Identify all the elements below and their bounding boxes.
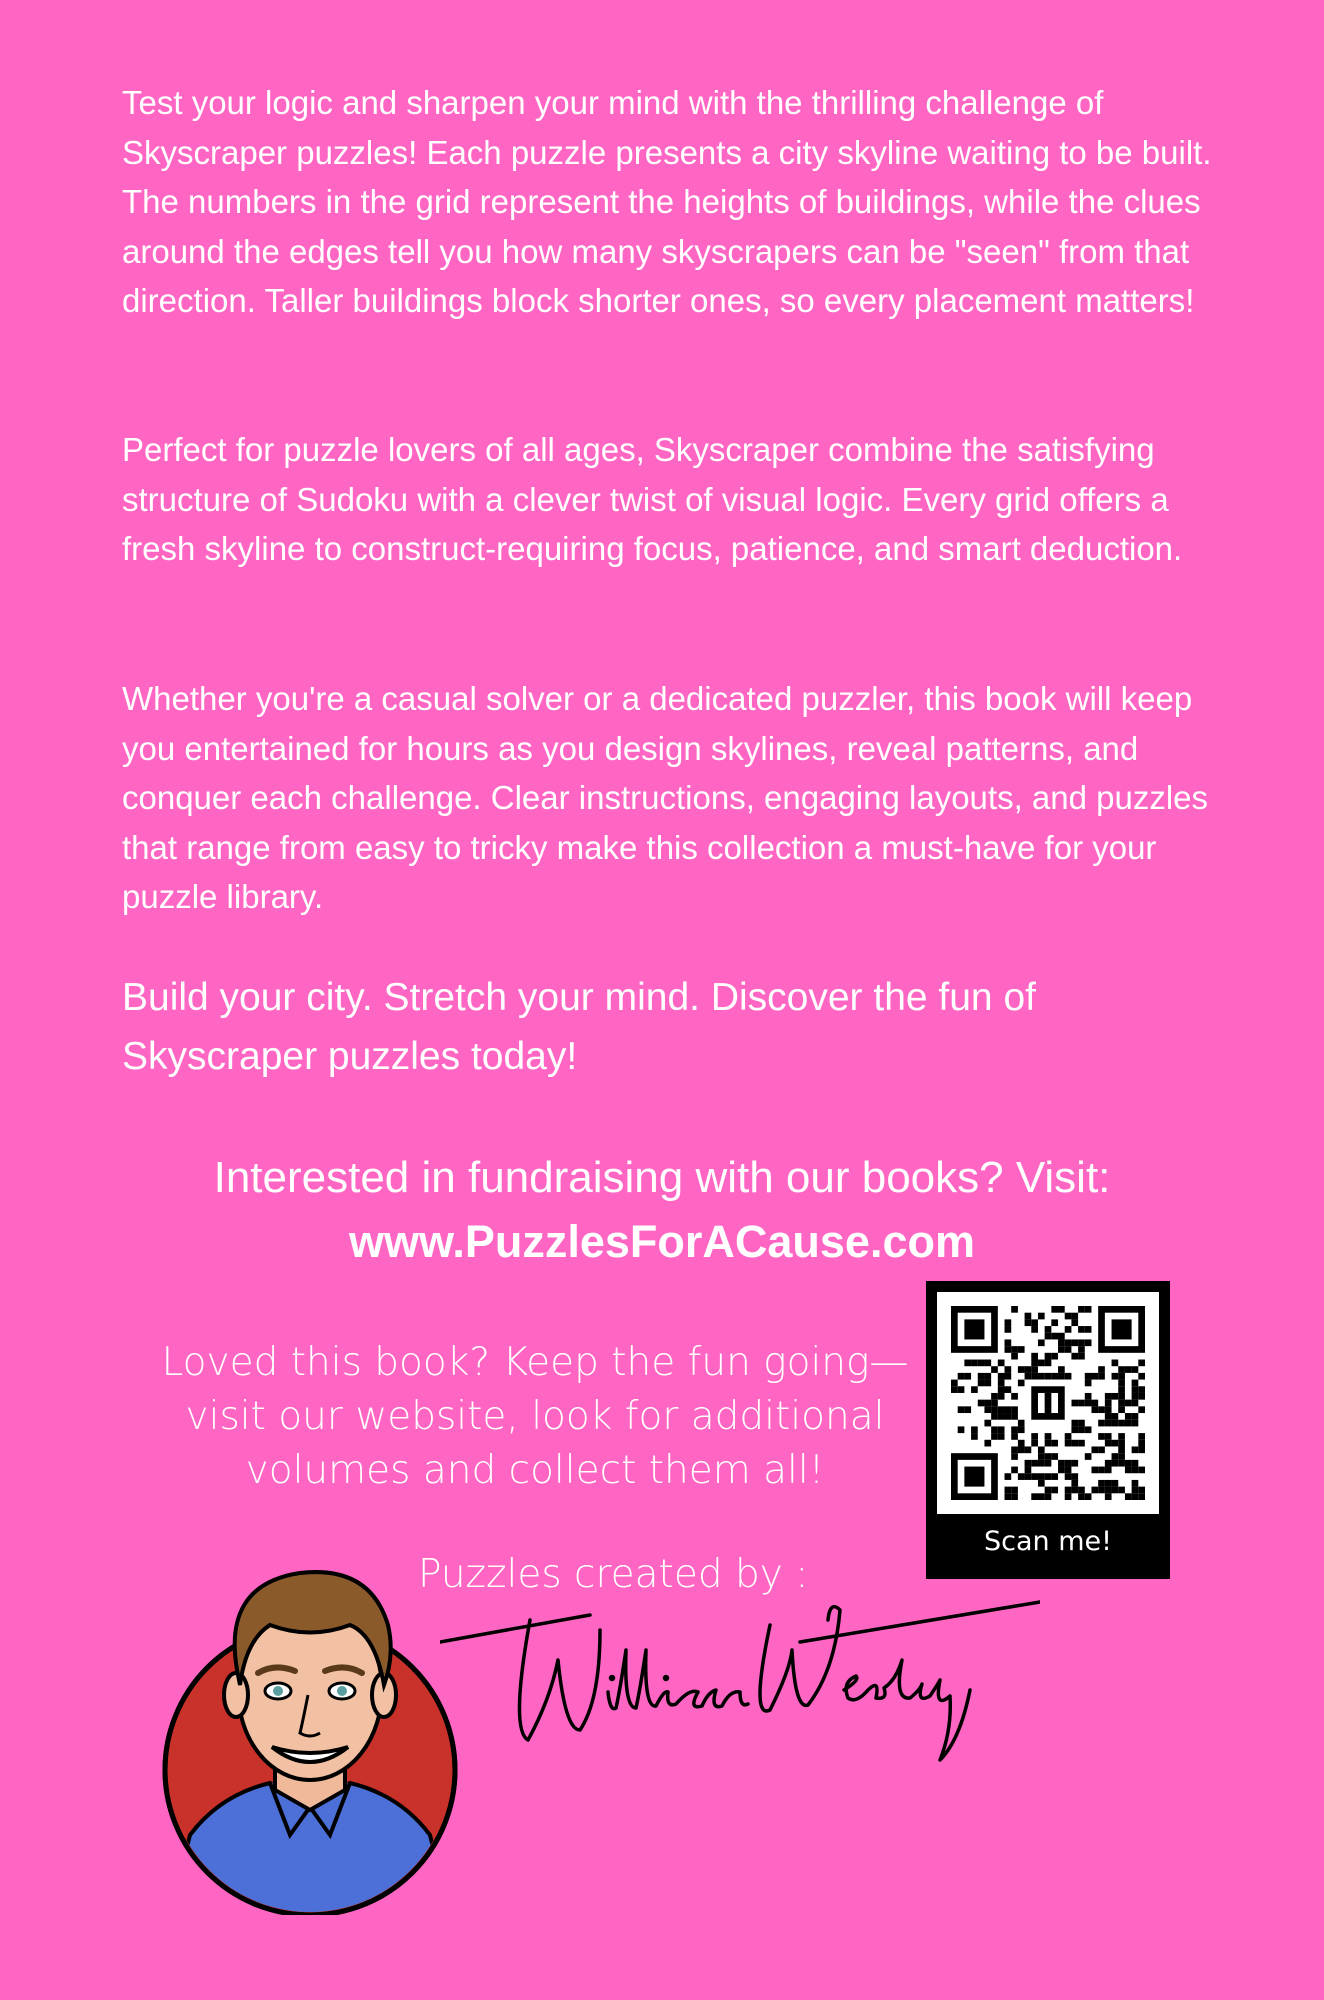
description-paragraph-2: Perfect for puzzle lovers of all ages, Skyscraper combine the satisfying structure of Sudoku with a clever twist of visual logic. Every grid offers a fresh skyline to construct-requiring focus, patience, and smart deduction.: [122, 431, 1183, 567]
promo-text: Loved this book? Keep the fun going—visit our website, look for additional volumes and collect them all!: [161, 1340, 909, 1493]
qr-code-icon[interactable]: [951, 1306, 1145, 1500]
created-by-label: Puzzles created by :: [418, 1552, 809, 1597]
website-link[interactable]: www.PuzzlesForACause.com: [349, 1216, 975, 1267]
author-avatar-icon: [150, 1545, 470, 1915]
tagline: Build your city. Stretch your mind. Discover the fun of Skyscraper puzzles today!: [122, 976, 1036, 1078]
author-signature: [440, 1580, 1040, 1780]
qr-card[interactable]: [926, 1281, 1170, 1579]
qr-code-frame: [937, 1292, 1159, 1514]
fundraising-block: [0, 1146, 1324, 1274]
description-paragraph-1: Test your logic and sharpen your mind with the thrilling challenge of Skyscraper puzzles! Each puzzle presents a city skyline waiting to be built. The numbers in the grid represent the heights of buildings, while the clues around the edges tell you how many skyscrapers can be "seen" from that direction. Taller buildings block shorter ones, so every placement matters!: [122, 84, 1212, 319]
description-paragraph-3: Whether you're a casual solver or a dedicated puzzler, this book will keep you entertained for hours as you design skylines, reveal patterns, and conquer each challenge. Clear instructions, engaging layouts, and puzzles that range from easy to tricky make this collection a must-have for your puzzle library.: [122, 680, 1209, 915]
fundraising-text: Interested in fundraising with our books? Visit:: [213, 1153, 1111, 1202]
scan-me-label: Scan me!: [984, 1526, 1112, 1557]
